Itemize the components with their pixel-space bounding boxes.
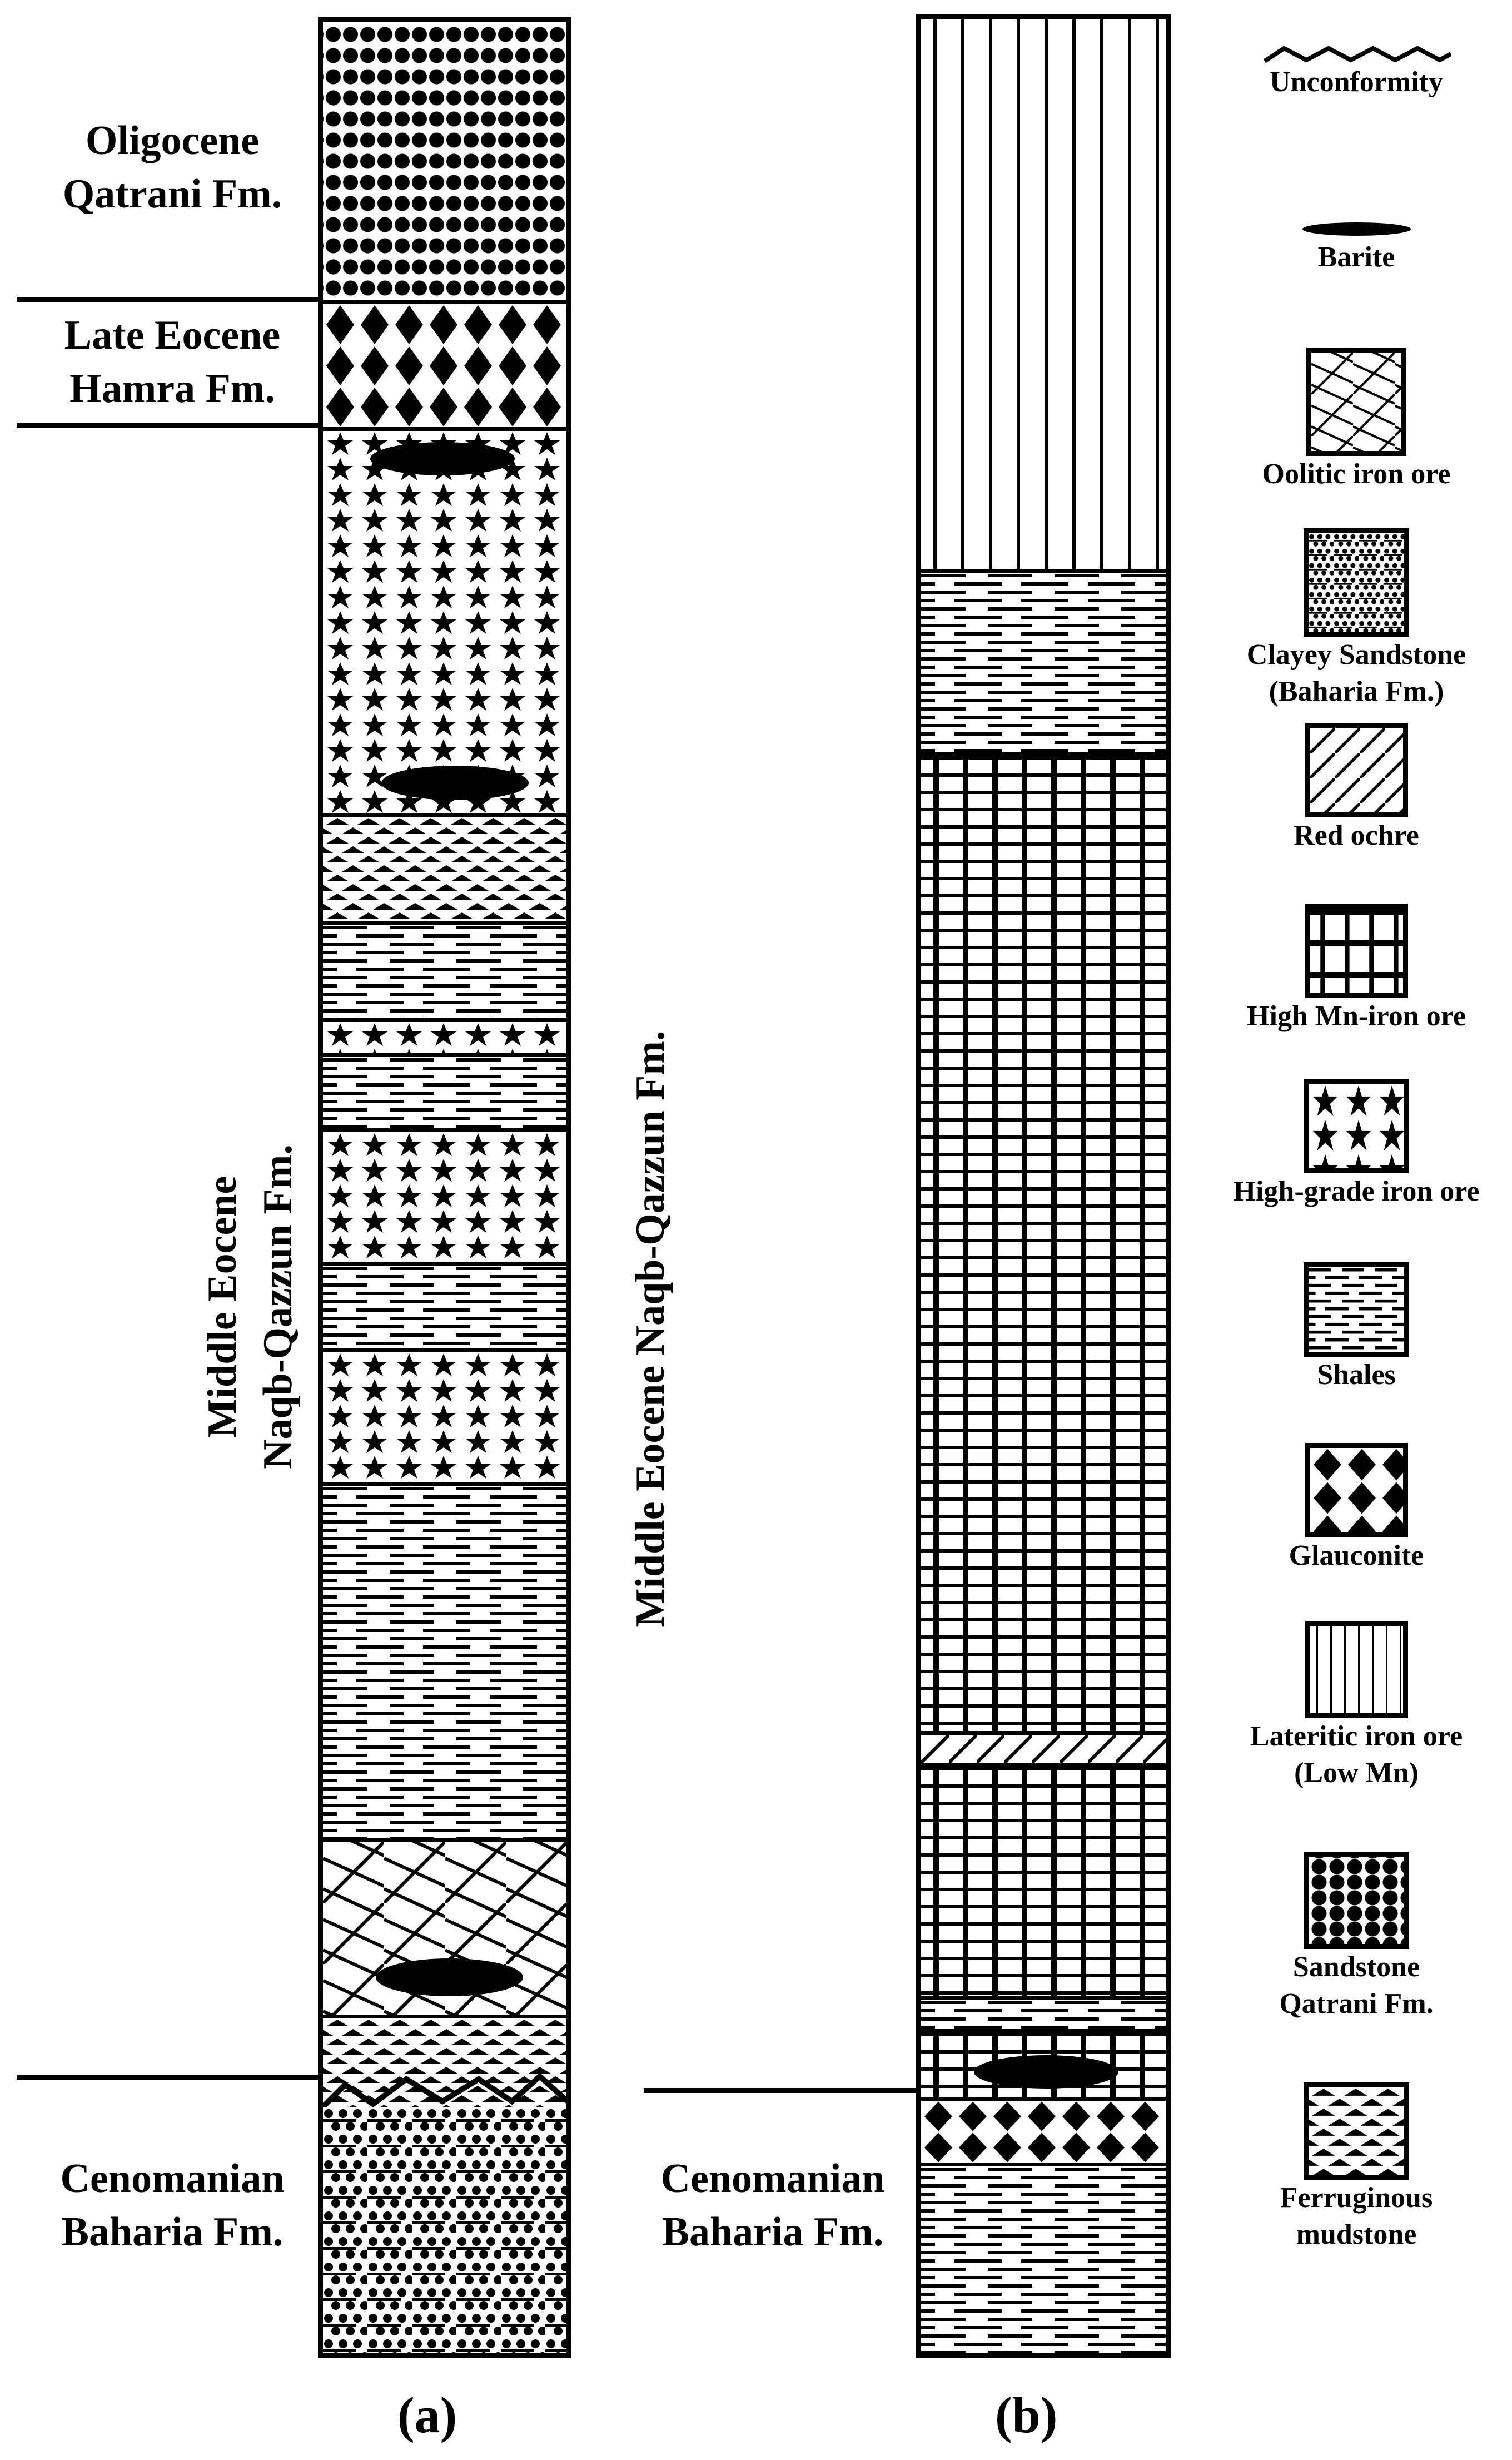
label-middle-eocene-a	[195, 1084, 306, 1529]
label-line: Qatrani Fm.	[62, 171, 282, 217]
legend-item-glauconite	[1201, 1443, 1512, 1574]
label-oligocene	[33, 114, 311, 221]
legend-label: (Low Mn)	[1294, 1757, 1419, 1789]
layer-shales	[323, 1266, 566, 1352]
layer-red-ochre	[921, 1735, 1166, 1767]
label-line: Hamra Fm.	[69, 366, 275, 411]
barite-icon	[974, 2055, 1118, 2089]
layer-sandstone-qatrani	[323, 22, 566, 304]
layer-high-grade-iron-ore	[323, 1132, 566, 1266]
legend-label: Clayey Sandstone	[1246, 639, 1466, 671]
layer-shales	[323, 1486, 566, 1842]
layer-high-grade-iron-ore	[323, 1022, 566, 1057]
legend-label: Lateritic iron ore	[1250, 1720, 1463, 1752]
legend-item-lateritic-iron-ore	[1201, 1621, 1512, 1792]
legend-label: Glauconite	[1289, 1540, 1424, 1571]
layer-high-grade-iron-ore	[323, 1352, 566, 1486]
legend-label: (Baharia Fm.)	[1269, 676, 1444, 707]
layer-oolitic-iron-ore	[323, 1842, 566, 2018]
legend-item-oolitic-iron-ore	[1201, 348, 1512, 493]
red-ochre-pattern-icon	[1305, 723, 1408, 817]
legend-item-shales	[1201, 1262, 1512, 1393]
label-middle-eocene-b	[623, 995, 689, 1663]
panel-label-a: (a)	[397, 2387, 457, 2443]
oolitic-pattern-icon	[1306, 348, 1406, 456]
legend-label: Shales	[1317, 1359, 1396, 1391]
glauconite-pattern-icon	[1305, 1443, 1408, 1537]
legend-item-clayey-sandstone	[1201, 528, 1512, 710]
layer-high-mn-iron-ore	[921, 1767, 1166, 2000]
layer-clayey-sandstone	[323, 2107, 566, 2358]
lateritic-pattern-icon	[1305, 1621, 1408, 1718]
legend-item-ferruginous-mudstone	[1201, 2082, 1512, 2253]
unconformity-line	[323, 2068, 568, 2112]
legend-label: Sandstone	[1292, 1951, 1420, 1983]
label-line: Late Eocene	[64, 313, 281, 358]
layer-shales	[921, 2000, 1166, 2033]
label-late-eocene	[33, 309, 311, 415]
legend-label: Oolitic iron ore	[1262, 458, 1451, 490]
barite-icon	[376, 1958, 523, 1996]
high-grade-pattern-icon	[1304, 1079, 1409, 1173]
barite-icon	[1302, 222, 1411, 236]
layer-high-mn-iron-ore	[921, 2033, 1166, 2101]
legend-label: Unconformity	[1270, 66, 1443, 98]
legend-label: Red ochre	[1294, 820, 1419, 851]
layer-shales	[323, 925, 566, 1022]
label-line: Naqb-Qazzun Fm.	[255, 1144, 301, 1469]
barite-icon	[381, 766, 529, 800]
legend-item-high-mn-iron-ore	[1201, 904, 1512, 1035]
label-line: Middle Eocene	[200, 1176, 245, 1438]
shales-pattern-icon	[1304, 1262, 1409, 1357]
formation-boundary	[17, 423, 320, 428]
legend-item-barite	[1201, 222, 1512, 276]
layer-high-mn-iron-ore	[921, 756, 1166, 1735]
clayey-sandstone-pattern-icon	[1304, 528, 1409, 637]
layer-lateritic-iron-ore	[921, 19, 1166, 573]
column-a	[318, 17, 571, 2358]
legend-item-sandstone-qatrani	[1201, 1852, 1512, 2022]
legend-label: Ferruginous	[1280, 2182, 1433, 2214]
legend-label: mudstone	[1296, 2219, 1417, 2250]
label-line: Middle Eocene Naqb-Qazzun Fm.	[628, 1030, 673, 1628]
label-line: Cenomanian	[60, 2156, 285, 2201]
column-b	[916, 14, 1171, 2358]
legend-label: High-grade iron ore	[1233, 1176, 1480, 1207]
high-mn-pattern-icon	[1305, 904, 1408, 998]
label-line: Oligocene	[85, 118, 260, 163]
legend-item-red-ochre	[1201, 723, 1512, 854]
label-cenomanian-a	[33, 2152, 311, 2259]
layer-high-grade-iron-ore	[323, 431, 566, 817]
layer-shales	[921, 573, 1166, 756]
legend-label: High Mn-iron ore	[1247, 1000, 1466, 1032]
formation-boundary	[17, 2075, 320, 2080]
sandstone-pattern-icon	[1304, 1852, 1409, 1949]
label-line: Baharia Fm.	[662, 2209, 884, 2255]
label-line: Cenomanian	[660, 2156, 885, 2201]
label-cenomanian-b	[634, 2152, 912, 2259]
label-line: Baharia Fm.	[61, 2209, 284, 2255]
panel-label-b: (b)	[995, 2387, 1058, 2443]
unconformity-icon	[1262, 42, 1451, 64]
layer-shales	[921, 2166, 1166, 2353]
legend-item-high-grade-iron-ore	[1201, 1079, 1512, 1210]
formation-boundary	[644, 2088, 918, 2093]
layer-glauconite	[921, 2101, 1166, 2166]
layer-ferruginous-mudstone	[323, 817, 566, 925]
legend-label: Barite	[1317, 241, 1395, 273]
legend-label: Qatrani Fm.	[1279, 1988, 1434, 2020]
layer-glauconite	[323, 304, 566, 431]
layer-shales	[323, 1057, 566, 1132]
legend-item-unconformity	[1201, 42, 1512, 101]
barite-icon	[370, 442, 515, 475]
ferruginous-pattern-icon	[1304, 2082, 1409, 2180]
formation-boundary	[17, 297, 320, 302]
